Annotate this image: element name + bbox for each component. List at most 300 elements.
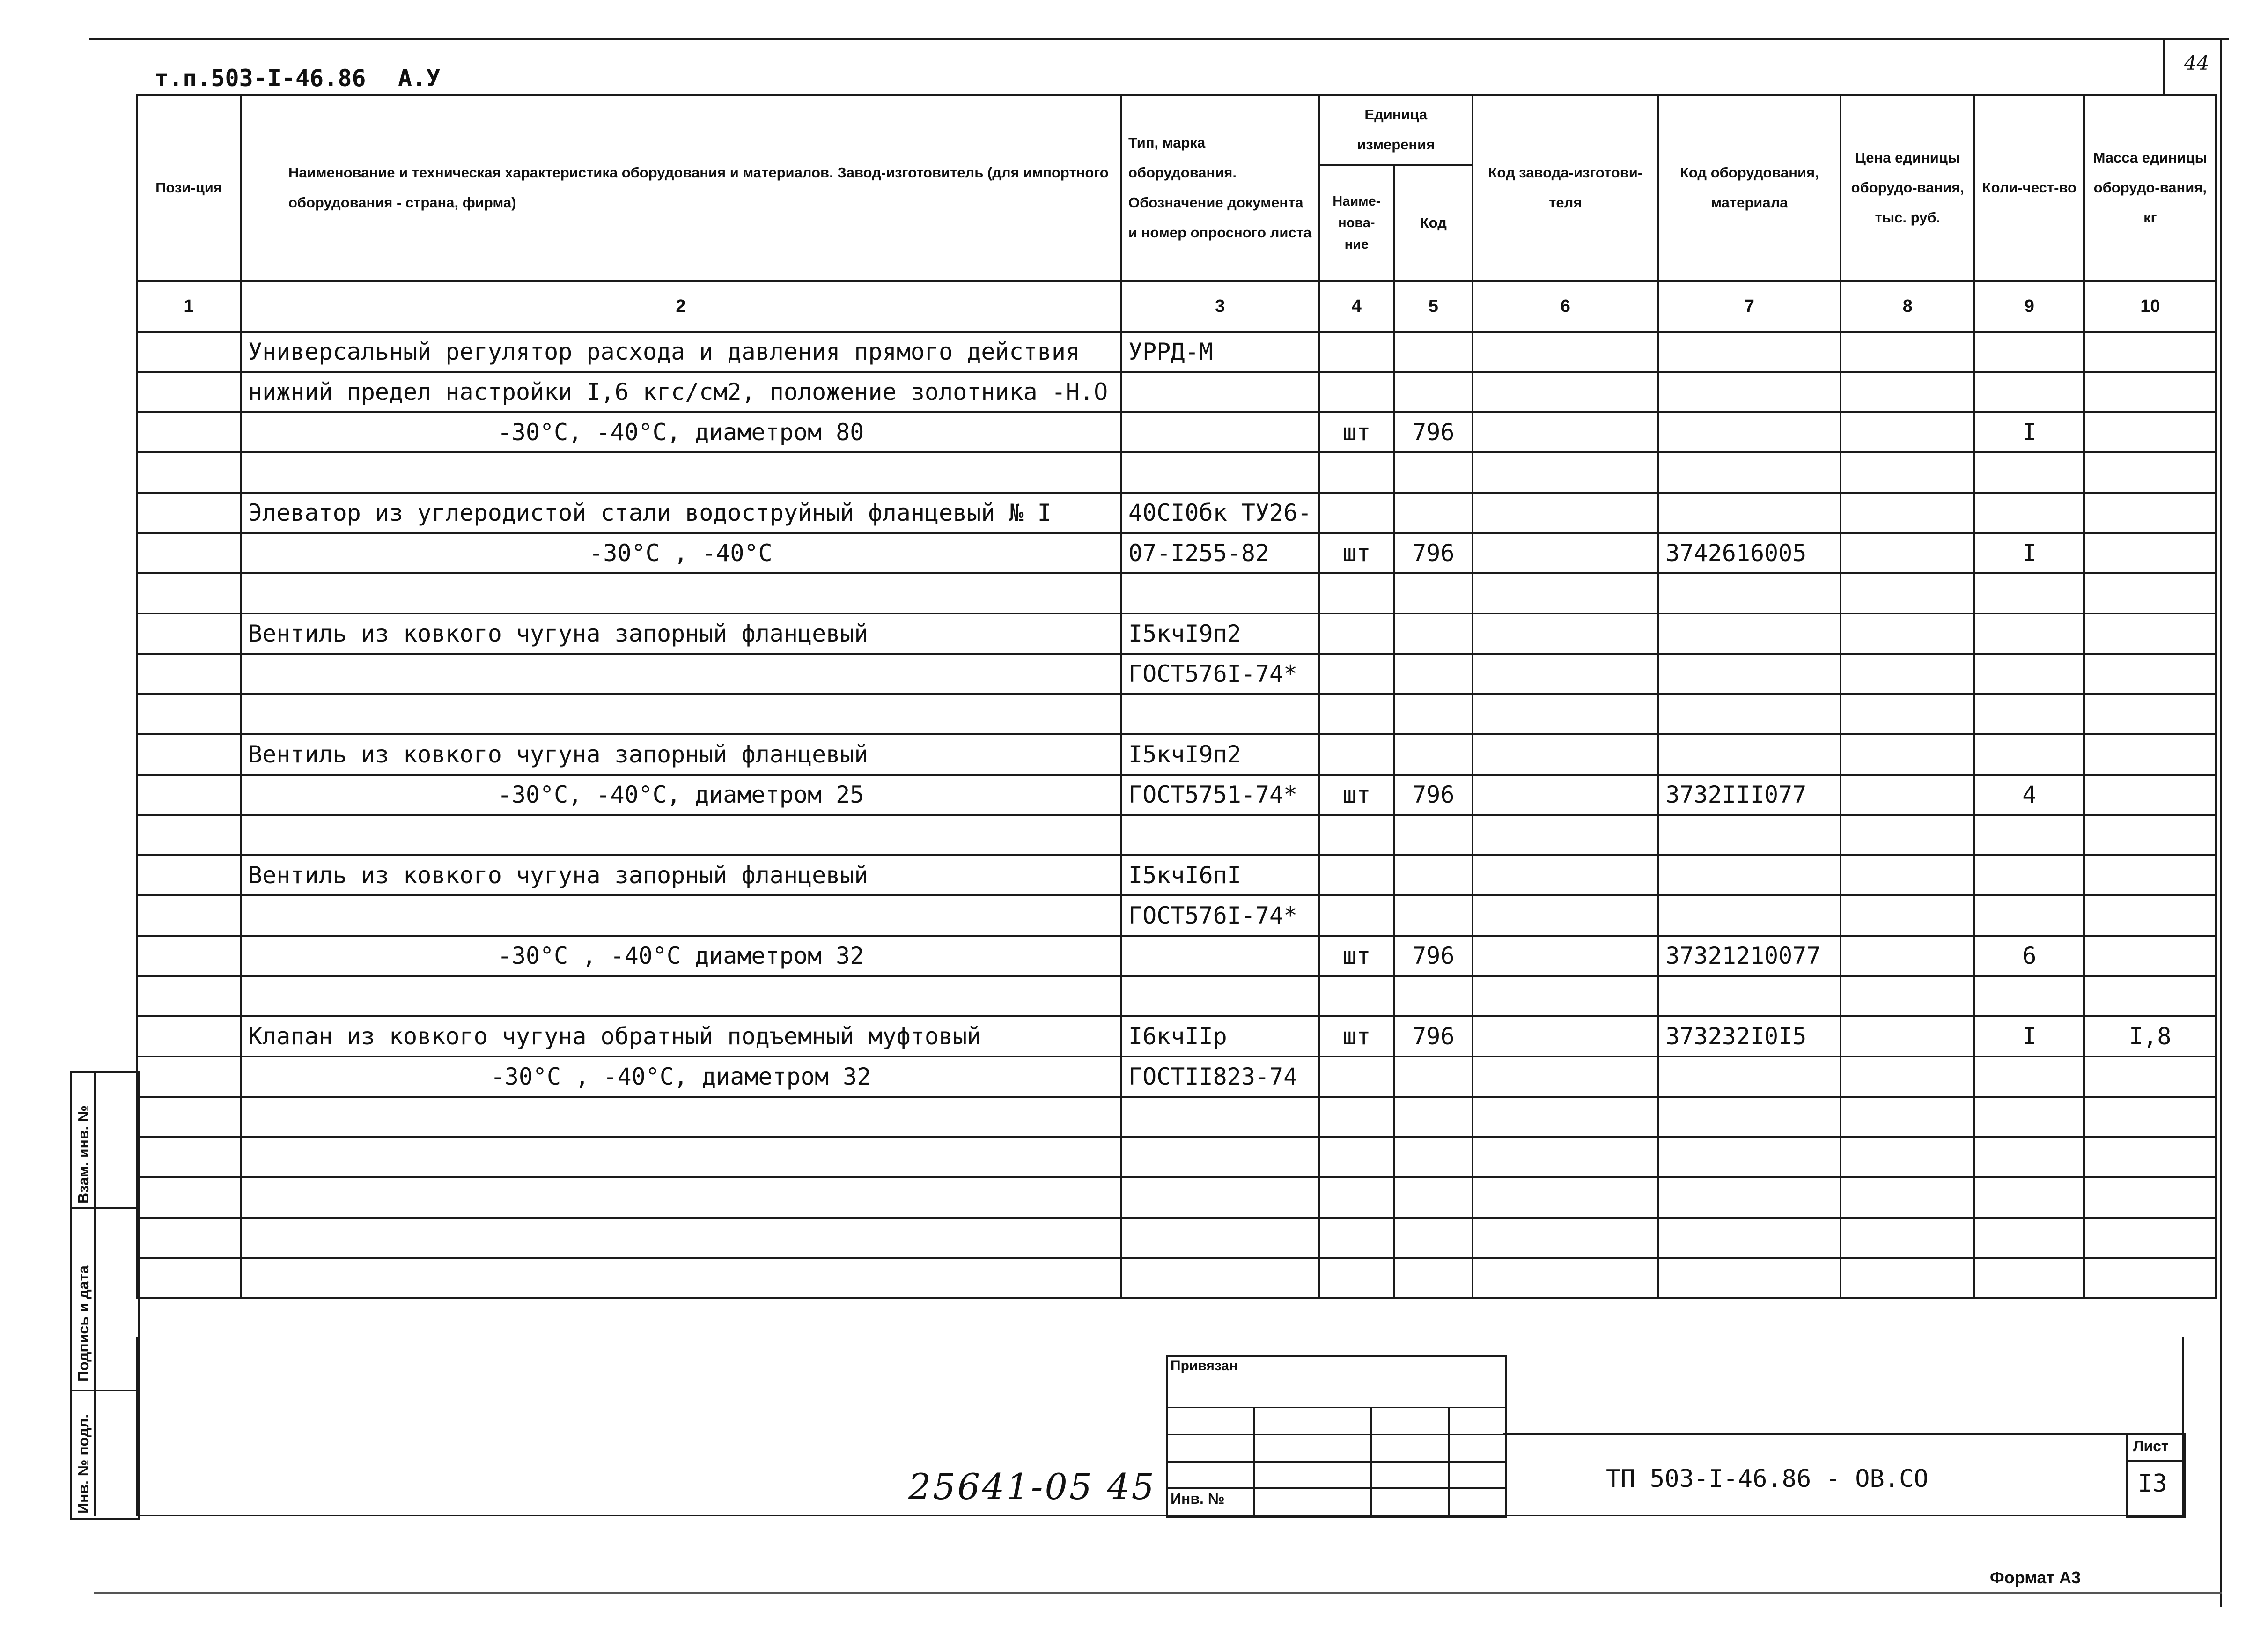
cell-price <box>1841 1258 1974 1298</box>
cell-position <box>137 452 241 493</box>
cell-unit-name <box>1319 1177 1394 1218</box>
right-border-line <box>2220 38 2222 1607</box>
column-number: 2 <box>241 281 1121 332</box>
cell-equipment-code <box>1658 694 1841 734</box>
col-header-quantity: Коли-чест-во <box>1974 95 2084 281</box>
handwritten-registration-number: 25641-05 45 <box>908 1466 1156 1507</box>
cell-maker-code <box>1473 613 1658 654</box>
cell-name <box>241 694 1121 734</box>
table-row <box>137 1218 2216 1258</box>
stamp-row-line <box>1166 1407 1505 1408</box>
side-strip-divider <box>70 1390 138 1391</box>
cell-type <box>1121 1137 1319 1177</box>
cell-price <box>1841 613 1974 654</box>
cell-equipment-code <box>1658 372 1841 412</box>
cell-position <box>137 855 241 895</box>
cell-type <box>1121 452 1319 493</box>
cell-price <box>1841 976 1974 1016</box>
side-label-inv-podl: Инв. № подл. <box>75 1414 92 1514</box>
cell-quantity: I <box>1974 1016 2084 1057</box>
cell-maker-code <box>1473 493 1658 533</box>
col-header-unit-group: Единица измерения <box>1319 95 1473 165</box>
cell-price <box>1841 372 1974 412</box>
cell-position <box>137 332 241 372</box>
cell-name <box>241 1097 1121 1137</box>
cell-name <box>241 1218 1121 1258</box>
cell-unit-name <box>1319 1258 1394 1298</box>
table-row <box>137 855 2216 895</box>
sheet-box-divider <box>2126 1460 2184 1462</box>
cell-mass <box>2084 895 2216 936</box>
cell-price <box>1841 1016 1974 1057</box>
stamp-row-line <box>1166 1434 1505 1435</box>
cell-unit-name <box>1319 332 1394 372</box>
column-number: 10 <box>2084 281 2216 332</box>
cell-maker-code <box>1473 654 1658 694</box>
cell-position <box>137 372 241 412</box>
cell-mass <box>2084 734 2216 775</box>
cell-type: ГОСТ576I-74* <box>1121 654 1319 694</box>
cell-type: УРРД-М <box>1121 332 1319 372</box>
cell-unit-code: 796 <box>1394 412 1473 452</box>
cell-unit-code: 796 <box>1394 1016 1473 1057</box>
cell-mass <box>2084 573 2216 613</box>
cell-equipment-code <box>1658 855 1841 895</box>
cell-unit-code <box>1394 855 1473 895</box>
table-row <box>137 1258 2216 1298</box>
cell-mass <box>2084 1258 2216 1298</box>
cell-mass <box>2084 1097 2216 1137</box>
cell-type <box>1121 694 1319 734</box>
cell-name <box>241 654 1121 694</box>
cell-mass <box>2084 694 2216 734</box>
cell-unit-code <box>1394 1057 1473 1097</box>
cell-unit-name <box>1319 694 1394 734</box>
cell-name: -30°С, -40°С, диаметром 25 <box>241 775 1121 815</box>
cell-unit-name <box>1319 1218 1394 1258</box>
cell-unit-code <box>1394 1218 1473 1258</box>
cell-maker-code <box>1473 1097 1658 1137</box>
cell-name <box>241 976 1121 1016</box>
cell-equipment-code <box>1658 1258 1841 1298</box>
cell-mass <box>2084 936 2216 976</box>
sheet-number: I3 <box>2138 1470 2167 1498</box>
cell-quantity <box>1974 1057 2084 1097</box>
cell-mass <box>2084 654 2216 694</box>
cell-mass <box>2084 613 2216 654</box>
cell-price <box>1841 412 1974 452</box>
cell-type: 07-I255-82 <box>1121 533 1319 573</box>
cell-quantity: 4 <box>1974 775 2084 815</box>
cell-equipment-code <box>1658 895 1841 936</box>
cell-price <box>1841 654 1974 694</box>
cell-quantity <box>1974 654 2084 694</box>
cell-position <box>137 573 241 613</box>
cell-maker-code <box>1473 815 1658 855</box>
table-row <box>137 815 2216 855</box>
document-designation: ТП 503-I-46.86 - ОВ.СО <box>1606 1465 1929 1493</box>
cell-name: нижний предел настройки I,6 кгс/см2, положение золотника -Н.О <box>241 372 1121 412</box>
table-row <box>137 1057 2216 1097</box>
cell-price <box>1841 694 1974 734</box>
cell-quantity <box>1974 613 2084 654</box>
cell-equipment-code <box>1658 1057 1841 1097</box>
cell-mass <box>2084 1218 2216 1258</box>
cell-type <box>1121 412 1319 452</box>
cell-unit-code <box>1394 613 1473 654</box>
table-row <box>137 613 2216 654</box>
cell-mass <box>2084 855 2216 895</box>
cell-price <box>1841 775 1974 815</box>
cell-quantity <box>1974 372 2084 412</box>
table-row <box>137 1177 2216 1218</box>
cell-price <box>1841 1218 1974 1258</box>
cell-unit-code <box>1394 372 1473 412</box>
cell-name: -30°С , -40°С, диаметром 32 <box>241 1057 1121 1097</box>
cell-equipment-code <box>1658 412 1841 452</box>
cell-name: -30°С, -40°С, диаметром 80 <box>241 412 1121 452</box>
cell-unit-name <box>1319 1097 1394 1137</box>
cell-equipment-code <box>1658 654 1841 694</box>
column-number: 9 <box>1974 281 2084 332</box>
cell-unit-name <box>1319 976 1394 1016</box>
cell-price <box>1841 493 1974 533</box>
cell-mass <box>2084 815 2216 855</box>
bottom-border-line <box>94 1592 2222 1594</box>
cell-unit-name <box>1319 1057 1394 1097</box>
cell-price <box>1841 1137 1974 1177</box>
cell-position <box>137 694 241 734</box>
column-number: 3 <box>1121 281 1319 332</box>
cell-type: 40СI0бк ТУ26- <box>1121 493 1319 533</box>
cell-mass <box>2084 976 2216 1016</box>
cell-equipment-code: 3732III077 <box>1658 775 1841 815</box>
cell-position <box>137 493 241 533</box>
cell-position <box>137 1137 241 1177</box>
cell-name <box>241 573 1121 613</box>
cell-unit-code <box>1394 493 1473 533</box>
stamp-col-line <box>1253 1407 1255 1515</box>
cell-mass <box>2084 1137 2216 1177</box>
col-header-type: Тип, марка оборудования. Обозначение документа и номер опросного листа <box>1121 95 1319 281</box>
cell-type: I6кчIIр <box>1121 1016 1319 1057</box>
column-number: 6 <box>1473 281 1658 332</box>
cell-unit-name: шт <box>1319 936 1394 976</box>
column-number: 7 <box>1658 281 1841 332</box>
cell-mass <box>2084 452 2216 493</box>
column-number: 4 <box>1319 281 1394 332</box>
cell-maker-code <box>1473 1057 1658 1097</box>
cell-equipment-code <box>1658 734 1841 775</box>
col-header-position: Пози-ция <box>137 95 241 281</box>
column-number-row <box>137 281 2216 332</box>
cell-price <box>1841 452 1974 493</box>
column-number: 8 <box>1841 281 1974 332</box>
cell-maker-code <box>1473 1218 1658 1258</box>
cell-position <box>137 1057 241 1097</box>
cell-maker-code <box>1473 895 1658 936</box>
cell-unit-code <box>1394 895 1473 936</box>
cell-quantity: I <box>1974 412 2084 452</box>
cell-type: ГОСТ576I-74* <box>1121 895 1319 936</box>
cell-quantity <box>1974 895 2084 936</box>
cell-equipment-code <box>1658 976 1841 1016</box>
table-row <box>137 1097 2216 1137</box>
cell-unit-name <box>1319 855 1394 895</box>
cell-quantity <box>1974 493 2084 533</box>
side-label-sign-date: Подпись и дата <box>75 1265 92 1382</box>
cell-quantity: 6 <box>1974 936 2084 976</box>
table-row <box>137 1137 2216 1177</box>
stamp-row-line <box>1166 1487 1505 1489</box>
cell-name: Элеватор из углеродистой стали водоструйный фланцевый № I <box>241 493 1121 533</box>
table-row <box>137 895 2216 936</box>
cell-type <box>1121 936 1319 976</box>
album-label: А.У <box>398 65 441 92</box>
cell-mass: I,8 <box>2084 1016 2216 1057</box>
side-label-inv-vzam: Взам. инв. № <box>75 1105 92 1204</box>
cell-unit-code: 796 <box>1394 775 1473 815</box>
cell-name: Клапан из ковкого чугуна обратный подъемный муфтовый <box>241 1016 1121 1057</box>
cell-quantity <box>1974 332 2084 372</box>
cell-unit-code: 796 <box>1394 533 1473 573</box>
cell-quantity <box>1974 452 2084 493</box>
cell-maker-code <box>1473 412 1658 452</box>
cell-quantity <box>1974 855 2084 895</box>
cell-quantity <box>1974 1177 2084 1218</box>
cell-unit-code <box>1394 1097 1473 1137</box>
cell-unit-name <box>1319 1137 1394 1177</box>
cell-name <box>241 1137 1121 1177</box>
title-block-bottom-line <box>136 1515 2184 1516</box>
cell-position <box>137 815 241 855</box>
cell-maker-code <box>1473 1137 1658 1177</box>
cell-maker-code <box>1473 452 1658 493</box>
cell-maker-code <box>1473 775 1658 815</box>
cell-unit-name: шт <box>1319 775 1394 815</box>
table-row <box>137 412 2216 452</box>
cell-maker-code <box>1473 694 1658 734</box>
column-number: 1 <box>137 281 241 332</box>
cell-unit-name <box>1319 573 1394 613</box>
cell-equipment-code <box>1658 815 1841 855</box>
cell-maker-code <box>1473 332 1658 372</box>
cell-name <box>241 1258 1121 1298</box>
corner-page-number: 44 <box>2184 52 2209 74</box>
cell-position <box>137 895 241 936</box>
cell-type: ГОСТ5751-74* <box>1121 775 1319 815</box>
cell-equipment-code <box>1658 1218 1841 1258</box>
cell-price <box>1841 855 1974 895</box>
cell-quantity <box>1974 1258 2084 1298</box>
cell-position <box>137 613 241 654</box>
cell-maker-code <box>1473 573 1658 613</box>
cell-quantity <box>1974 734 2084 775</box>
cell-price <box>1841 332 1974 372</box>
cell-unit-code <box>1394 1177 1473 1218</box>
cell-equipment-code: 373232I0I5 <box>1658 1016 1841 1057</box>
cell-mass <box>2084 1177 2216 1218</box>
cell-type: I5кчI9п2 <box>1121 734 1319 775</box>
table-row <box>137 332 2216 372</box>
cell-unit-code <box>1394 694 1473 734</box>
column-number: 5 <box>1394 281 1473 332</box>
cell-unit-name <box>1319 654 1394 694</box>
cell-type: ГОСТII823-74 <box>1121 1057 1319 1097</box>
cell-mass <box>2084 412 2216 452</box>
cell-name: Вентиль из ковкого чугуна запорный фланцевый <box>241 855 1121 895</box>
cell-unit-code: 796 <box>1394 936 1473 976</box>
cell-type <box>1121 573 1319 613</box>
cell-unit-name <box>1319 734 1394 775</box>
table-row <box>137 734 2216 775</box>
cell-mass <box>2084 493 2216 533</box>
inventory-number-label: Инв. № <box>1171 1490 1225 1507</box>
cell-equipment-code: 3742616005 <box>1658 533 1841 573</box>
stamp-col-line <box>1370 1407 1372 1515</box>
cell-name: -30°С , -40°С <box>241 533 1121 573</box>
cell-equipment-code <box>1658 613 1841 654</box>
cell-price <box>1841 1177 1974 1218</box>
cell-quantity <box>1974 976 2084 1016</box>
cell-position <box>137 1016 241 1057</box>
cell-position <box>137 1218 241 1258</box>
cell-unit-code <box>1394 654 1473 694</box>
table-row <box>137 976 2216 1016</box>
cell-equipment-code <box>1658 573 1841 613</box>
cell-unit-name: шт <box>1319 1016 1394 1057</box>
cell-mass <box>2084 332 2216 372</box>
cell-unit-name <box>1319 613 1394 654</box>
cell-maker-code <box>1473 734 1658 775</box>
corner-divider <box>2163 38 2165 95</box>
cell-price <box>1841 734 1974 775</box>
cell-name: Универсальный регулятор расхода и давления прямого действия <box>241 332 1121 372</box>
cell-equipment-code <box>1658 332 1841 372</box>
side-strip-inner-line <box>94 1071 96 1516</box>
cell-equipment-code: 37321210077 <box>1658 936 1841 976</box>
table-row <box>137 452 2216 493</box>
cell-unit-name <box>1319 815 1394 855</box>
cell-position <box>137 1177 241 1218</box>
table-row <box>137 372 2216 412</box>
cell-equipment-code <box>1658 452 1841 493</box>
col-header-maker-code: Код завода-изготови-теля <box>1473 95 1658 281</box>
cell-name <box>241 815 1121 855</box>
cell-name: Вентиль из ковкого чугуна запорный фланцевый <box>241 613 1121 654</box>
cell-price <box>1841 936 1974 976</box>
cell-price <box>1841 533 1974 573</box>
cell-mass <box>2084 1057 2216 1097</box>
title-block-left-line <box>136 1337 138 1516</box>
table-row <box>137 533 2216 573</box>
doc-reference: т.п.503-I-46.86 <box>155 65 366 92</box>
cell-maker-code <box>1473 1016 1658 1057</box>
cell-unit-code <box>1394 1258 1473 1298</box>
cell-maker-code <box>1473 855 1658 895</box>
cell-type <box>1121 815 1319 855</box>
specification-table <box>136 94 2217 1299</box>
cell-mass <box>2084 533 2216 573</box>
attachment-stamp-label: Привязан <box>1171 1358 1238 1374</box>
cell-position <box>137 976 241 1016</box>
cell-type <box>1121 1218 1319 1258</box>
cell-mass <box>2084 775 2216 815</box>
cell-maker-code <box>1473 372 1658 412</box>
sheet-label: Лист <box>2133 1438 2169 1455</box>
cell-maker-code <box>1473 936 1658 976</box>
cell-unit-code <box>1394 734 1473 775</box>
cell-type: I5кчI9п2 <box>1121 613 1319 654</box>
cell-position <box>137 533 241 573</box>
cell-name: -30°С , -40°С диаметром 32 <box>241 936 1121 976</box>
cell-maker-code <box>1473 1177 1658 1218</box>
sheet-format-label: Формат А3 <box>1990 1568 2081 1587</box>
cell-quantity <box>1974 1097 2084 1137</box>
cell-quantity <box>1974 694 2084 734</box>
cell-unit-name <box>1319 895 1394 936</box>
cell-price <box>1841 1057 1974 1097</box>
cell-position <box>137 654 241 694</box>
cell-unit-code <box>1394 332 1473 372</box>
cell-quantity <box>1974 1218 2084 1258</box>
col-header-unit-name: Наиме-нова-ние <box>1319 165 1394 281</box>
cell-equipment-code <box>1658 1137 1841 1177</box>
col-header-mass: Масса единицы оборудо-вания, кг <box>2084 95 2216 281</box>
cell-type <box>1121 1258 1319 1298</box>
cell-name <box>241 895 1121 936</box>
cell-unit-name <box>1319 372 1394 412</box>
header-row <box>137 95 2216 165</box>
cell-equipment-code <box>1658 1177 1841 1218</box>
cell-unit-code <box>1394 1137 1473 1177</box>
cell-price <box>1841 895 1974 936</box>
cell-mass <box>2084 372 2216 412</box>
cell-type <box>1121 372 1319 412</box>
cell-type <box>1121 976 1319 1016</box>
stamp-row-line <box>1166 1461 1505 1463</box>
cell-maker-code <box>1473 533 1658 573</box>
table-row <box>137 694 2216 734</box>
col-header-unit-code: Код <box>1394 165 1473 281</box>
cell-type <box>1121 1097 1319 1137</box>
cell-unit-code <box>1394 573 1473 613</box>
col-header-name: Наименование и техническая характеристика оборудования и материалов. Завод-изготовитель (для импортного оборудования - страна, фирма) <box>241 95 1121 281</box>
table-row <box>137 936 2216 976</box>
cell-position <box>137 412 241 452</box>
cell-type <box>1121 1177 1319 1218</box>
table-row <box>137 493 2216 533</box>
cell-price <box>1841 573 1974 613</box>
side-strip-divider <box>70 1207 138 1209</box>
table-row <box>137 775 2216 815</box>
cell-equipment-code <box>1658 493 1841 533</box>
cell-unit-code <box>1394 976 1473 1016</box>
table-row <box>137 654 2216 694</box>
top-border-line <box>89 38 2229 40</box>
cell-quantity <box>1974 815 2084 855</box>
cell-unit-code <box>1394 815 1473 855</box>
cell-quantity <box>1974 573 2084 613</box>
cell-quantity: I <box>1974 533 2084 573</box>
cell-position <box>137 775 241 815</box>
cell-unit-code <box>1394 452 1473 493</box>
cell-maker-code <box>1473 976 1658 1016</box>
cell-position <box>137 1097 241 1137</box>
cell-equipment-code <box>1658 1097 1841 1137</box>
col-header-equipment-code: Код оборудования, материала <box>1658 95 1841 281</box>
cell-unit-name: шт <box>1319 533 1394 573</box>
